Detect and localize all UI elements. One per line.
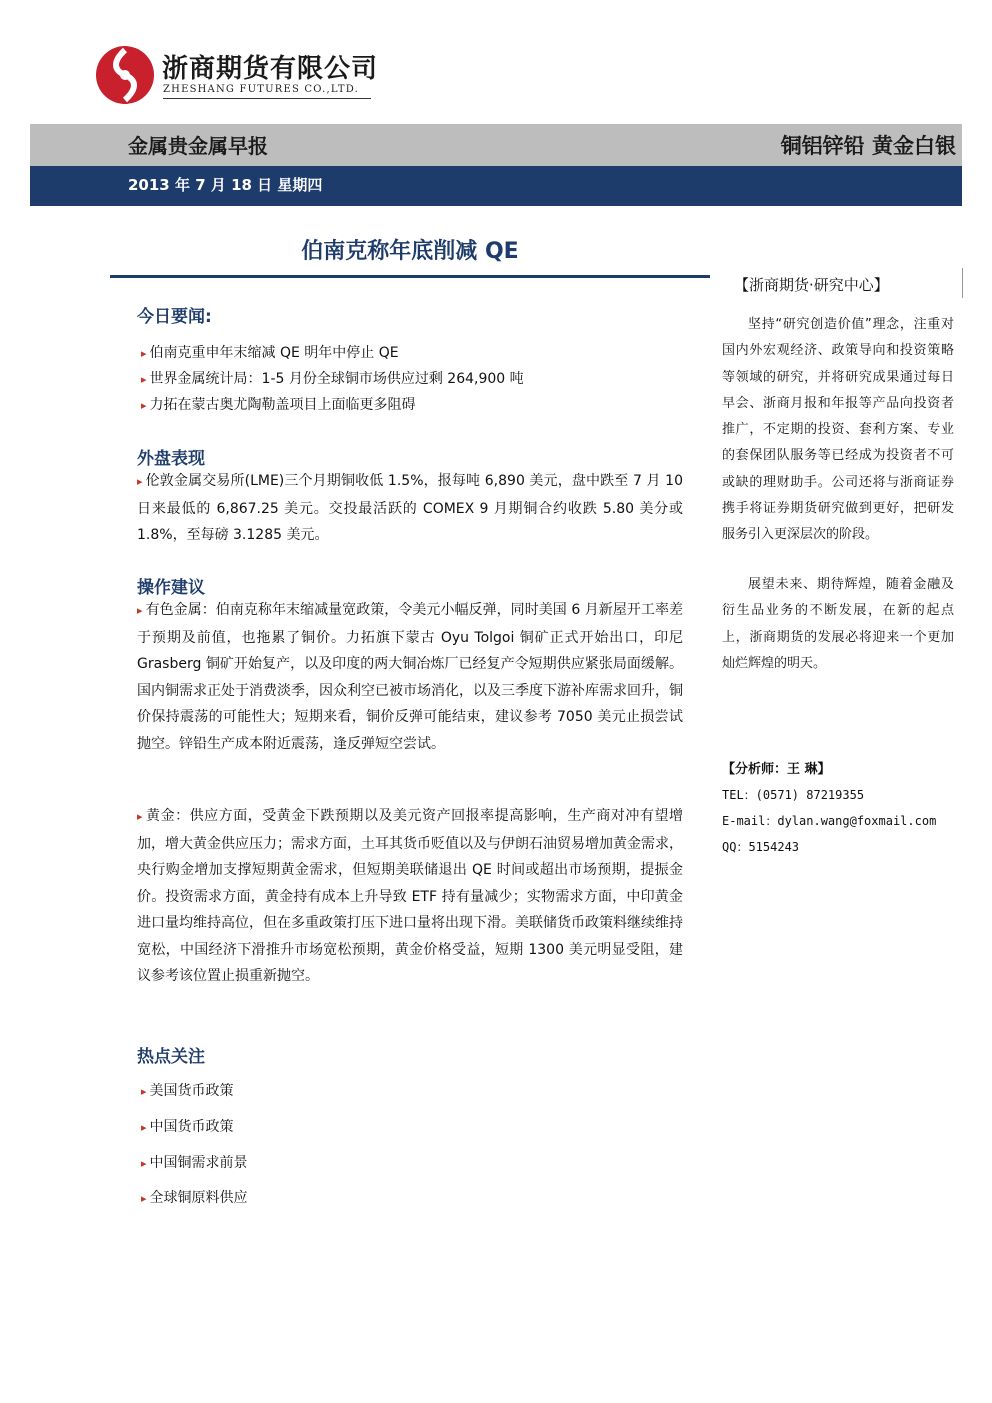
company-logo-icon <box>94 44 156 106</box>
logo-divider <box>163 98 371 99</box>
company-name-cn: 浙商期货有限公司 <box>162 54 379 84</box>
news-item: ▸ 伯南克重申年末缩减 QE 明年中停止 QE <box>141 345 399 361</box>
sidebar-outlook-paragraph: 展望未来、期待辉煌，随着金融及衍生品业务的不断发展，在新的起点上，浙商期货的发展必将迎来一个更加灿烂辉煌的明天。 <box>722 577 954 671</box>
advice-gold-paragraph: ▸ 黄金：供应方面，受黄金下跌预期以及美元资产回报率提高影响，生产商对冲有望增加，增大黄金供应压力；需求方面，土耳其货币贬值以及与伊朗石油贸易增加黄金需求，央行购金增加支撑短期黄金需求，但短期美联储退出 QE 时间或超出市场预期，提振金价。投资需求方面，黄金持有成本上升导致 ETF 持有量减少；实物需求方面，中印黄金进口量均维持高位，但在多重政策打压下进口量将出现下滑。美联储货币政策料继续维持宽松，中国经济下滑推升市场宽松预期，黄金价格受益，短期 1300 美元明显受阻，建议参考该位置止损重新抛空。 <box>137 808 683 984</box>
report-categories: 铜铝锌铅 黄金白银 <box>780 134 956 158</box>
analyst-tel: TEL：(0571) 87219355 <box>722 788 865 802</box>
hotspot-item: ▸ 美国货币政策 <box>141 1083 234 1099</box>
section-heading-hotspots: 热点关注 <box>137 1047 205 1067</box>
news-item: ▸ 世界金属统计局：1-5 月份全球铜市场供应过剩 264,900 吨 <box>141 371 524 387</box>
company-name-en: ZHESHANG FUTURES CO.,LTD. <box>163 84 359 95</box>
bullet-arrow-icon: ▸ <box>141 399 147 412</box>
report-name: 金属贵金属早报 <box>128 134 268 158</box>
bullet-arrow-icon: ▸ <box>141 373 147 386</box>
sidebar-heading: 【浙商期货·研究中心】 <box>734 276 889 294</box>
analyst-qq: QQ：5154243 <box>722 840 800 854</box>
news-item: ▸ 力拓在蒙古奥尤陶勒盖项目上面临更多阻碍 <box>141 397 416 413</box>
sidebar-intro-paragraph: 坚持“研究创造价值”理念，注重对国内外宏观经济、政策导向和投资策略等领域的研究，并将研究成果通过每日早会、浙商月报和年报等产品向投资者推广，不定期的投资、套利方案、专业的套保团队服务等已经成为投资者不可或缺的理财助手。公司还将与浙商证券携手将证券期货研究做到更好，把研发服务引入更深层次的阶段。 <box>722 317 954 543</box>
title-divider <box>110 275 710 278</box>
bullet-arrow-icon: ▸ <box>141 1157 147 1170</box>
section-heading-advice: 操作建议 <box>137 578 205 598</box>
bullet-arrow-icon: ▸ <box>141 1192 147 1205</box>
sidebar-divider <box>962 268 963 298</box>
bullet-arrow-icon: ▸ <box>137 604 143 617</box>
hotspot-item: ▸ 全球铜原料供应 <box>141 1190 248 1206</box>
report-date: 2013 年 7 月 18 日 星期四 <box>128 176 323 194</box>
overseas-paragraph: ▸ 伦敦金属交易所(LME)三个月期铜收低 1.5%，报每吨 6,890 美元，盘中跌至 7 月 10 日来最低的 6,867.25 美元。交投最活跃的 COMEX 9 月期铜合约收跌 5.80 美分或 1.8%，至每磅 3.1285 美元。 <box>137 473 683 543</box>
hotspot-item: ▸ 中国货币政策 <box>141 1119 234 1135</box>
advice-nonferrous-paragraph: ▸ 有色金属：伯南克称年末缩减量宽政策，令美元小幅反弹，同时美国 6 月新屋开工率差于预期及前值，也拖累了铜价。力拓旗下蒙古 Oyu Tolgoi 铜矿正式开始出口，印尼 Grasberg 铜矿开始复产，以及印度的两大铜冶炼厂已经复产令短期供应紧张局面缓解。国内铜需求正处于消费淡季，因众利空已被市场消化，以及三季度下游补库需求回升，铜价保持震荡的可能性大；短期来看，铜价反弹可能结束，建议参考 7050 美元止损尝试抛空。锌铅生产成本附近震荡，逢反弹短空尝试。 <box>137 602 683 752</box>
page-title: 伯南克称年底削减 QE <box>301 239 519 264</box>
bullet-arrow-icon: ▸ <box>141 1121 147 1134</box>
analyst-title: 【分析师：王 琳】 <box>722 762 831 777</box>
hotspot-item: ▸ 中国铜需求前景 <box>141 1155 248 1171</box>
bullet-arrow-icon: ▸ <box>137 475 143 488</box>
bullet-arrow-icon: ▸ <box>141 347 147 360</box>
bullet-arrow-icon: ▸ <box>137 810 143 823</box>
bullet-arrow-icon: ▸ <box>141 1085 147 1098</box>
analyst-email[interactable]: E-mail：dylan.wang@foxmail.com <box>722 814 937 828</box>
section-heading-news: 今日要闻: <box>137 307 212 327</box>
section-heading-overseas: 外盘表现 <box>137 449 205 469</box>
